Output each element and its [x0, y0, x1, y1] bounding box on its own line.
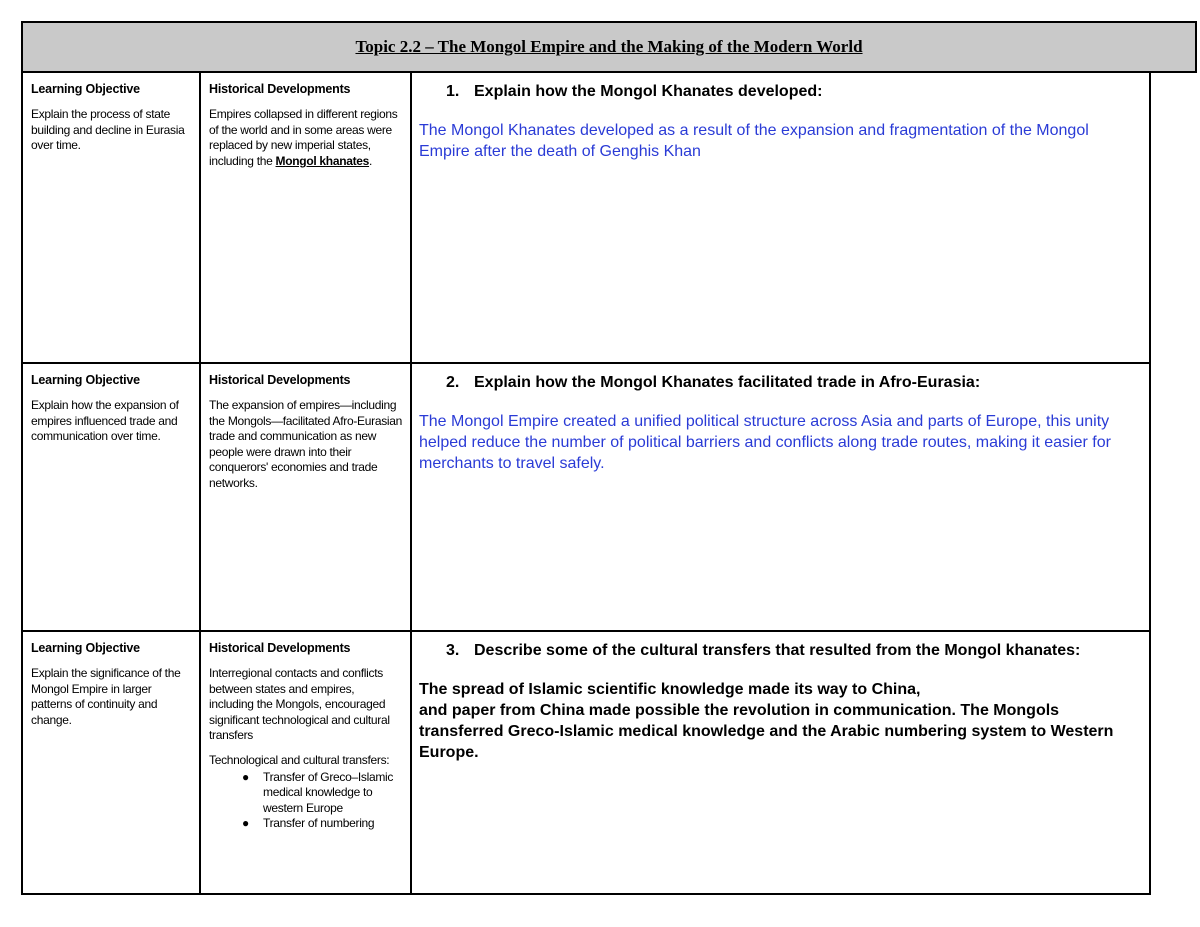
answer-line-2: and paper from China made possible the revolution in communication. The Mongols transferred Greco-Islamic medical knowledge and the Arabic numbering system to Western Europe.: [419, 702, 1114, 761]
learning-objective-heading: Learning Objective: [31, 373, 140, 387]
answer-text[interactable]: The Mongol Empire created a unified political structure across Asia and parts of Europe, this unity helped reduce the number of political barriers and conflicts along trade routes, making it easier for merchants to travel safely.: [419, 413, 1111, 472]
table-row: [23, 630, 1149, 893]
learning-objective-heading: Learning Objective: [31, 82, 140, 96]
question-answer-cell: [412, 364, 1149, 630]
learning-objective-cell: [23, 73, 201, 362]
question-number: 1.: [446, 83, 460, 100]
list-item: [209, 770, 402, 817]
question-text: Explain how the Mongol Khanates facilitated trade in Afro-Eurasia:: [474, 374, 981, 391]
question-answer-cell: [412, 73, 1149, 362]
table-row: [23, 73, 1149, 362]
learning-objective-text: Explain the significance of the Mongol Empire in larger patterns of continuity and change.: [31, 666, 181, 727]
answer-text[interactable]: [419, 679, 1141, 763]
transfers-label: Technological and cultural transfers:: [209, 752, 390, 767]
table-row: [23, 362, 1149, 630]
worksheet-table: [21, 73, 1151, 895]
learning-objective-text: Explain the process of state building and decline in Eurasia over time.: [31, 107, 185, 153]
transfers-list: [209, 770, 402, 832]
answer-line-1: The spread of Islamic scientific knowledge made its way to China,: [419, 681, 921, 698]
historical-developments-heading: Historical Developments: [209, 82, 351, 96]
learning-objective-heading: Learning Objective: [31, 641, 140, 655]
question: [446, 373, 1141, 393]
hd-text-after: .: [369, 153, 373, 168]
question-number: 2.: [446, 374, 460, 391]
historical-developments-cell: [201, 632, 412, 893]
list-item-text: Transfer of Greco–Islamic medical knowledge to western Europe: [263, 769, 394, 815]
mongol-khanates-term: Mongol khanates: [275, 153, 370, 168]
historical-developments-text: Interregional contacts and conflicts between states and empires, including the Mongols, encouraged significant technological and cultural transfers: [209, 666, 390, 743]
question-number: 3.: [446, 642, 460, 659]
historical-developments-cell: [201, 73, 412, 362]
answer-text[interactable]: The Mongol Khanates developed as a result of the expansion and fragmentation of the Mongol Empire after the death of Genghis Khan: [419, 122, 1089, 160]
learning-objective-text: Explain how the expansion of empires influenced trade and communication over time.: [31, 398, 179, 444]
historical-developments-text: The expansion of empires—including the Mongols—facilitated Afro-Eurasian trade and communication as new people were drawn into their conquerors' economies and trade networks.: [209, 398, 403, 490]
page-title: Topic 2.2 – The Mongol Empire and the Making of the Modern World: [355, 37, 863, 56]
bullet-icon: ●: [242, 816, 249, 831]
question: [446, 82, 1141, 102]
question-text: Explain how the Mongol Khanates developed:: [474, 83, 823, 100]
question: [446, 641, 1141, 661]
list-item-text: Transfer of numbering: [263, 816, 375, 831]
historical-developments-heading: Historical Developments: [209, 373, 351, 387]
learning-objective-cell: [23, 364, 201, 630]
bullet-icon: ●: [242, 769, 249, 784]
historical-developments-heading: Historical Developments: [209, 641, 351, 655]
historical-developments-cell: [201, 364, 412, 630]
title-bar: [21, 21, 1197, 73]
hd-text-before: Empires collapsed in different regions of the world and in some areas were replaced by new imperial states, including the: [209, 107, 398, 168]
list-item: [209, 816, 402, 832]
historical-developments-text: [209, 107, 402, 169]
learning-objective-cell: [23, 632, 201, 893]
question-answer-cell: [412, 632, 1149, 893]
question-text: Describe some of the cultural transfers that resulted from the Mongol khanates:: [474, 642, 1081, 659]
